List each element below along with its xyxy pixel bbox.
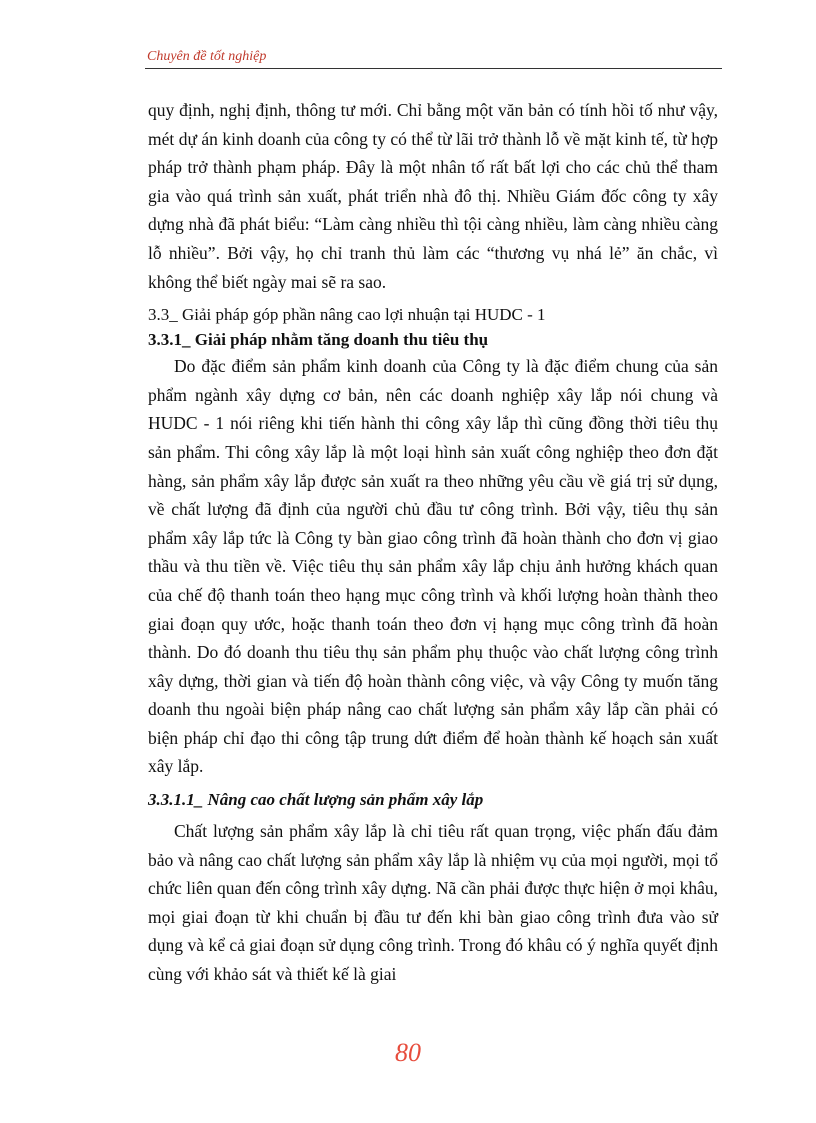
paragraph: quy định, nghị định, thông tư mới. Chỉ bằng một văn bản có tính hồi tố như vậy, mét dự án kinh doanh của công ty có thể từ lãi trở thành lỗ về mặt kinh tế, từ hợp pháp trở thành phạm pháp. Đây là một nhân tố rất bất lợi cho các chủ thể tham gia vào quá trình sản xuất, phát triển nhà đô thị. Nhiều Giám đốc công ty xây dựng nhà đã phát biểu: “Làm càng nhiều thì tội càng nhiều, làm càng nhiều càng lỗ nhiều”. Bởi vậy, họ chỉ tranh thủ làm các “thương vụ nhá lẻ” ăn chắc, vì không thể biết ngày mai sẽ ra sao.	[148, 100, 718, 292]
page-number: 80	[395, 1038, 421, 1067]
header-rule	[145, 68, 722, 69]
paragraph: Do đặc điểm sản phẩm kinh doanh của Công ty là đặc điểm chung của sản phẩm ngành xây dựng cơ bản, nên các doanh nghiệp xây lắp nói chung và HUDC - 1 nói riêng khi tiến hành thi công xây lắp thì cũng đồng thời tiêu thụ sản phẩm. Thi công xây lắp là một loại hình sản xuất công nghiệp theo đơn đặt hàng, sản phẩm xây lắp được sản xuất ra theo những yêu cầu về giá trị sử dụng, về chất lượng đã định của người chủ đầu tư công trình. Bởi vậy, tiêu thụ sản phẩm xây lắp tức là Công ty bàn giao công trình đã hoàn thành cho đơn vị giao thầu và thu tiền về. Việc tiêu thụ sản phẩm xây lắp chịu ảnh hưởng khách quan của chế độ thanh toán theo hạng mục công trình và khối lượng hoàn thành theo giai đoạn quy ước, hoặc thanh toán theo đơn vị hạng mục công trình đã hoàn thành. Do đó doanh thu tiêu thụ sản phẩm phụ thuộc vào chất lượng công trình xây dựng, thời gian và tiến độ hoàn thành công việc, và vậy Công ty muốn tăng doanh thu ngoài biện pháp nâng cao chất lượng sản phẩm xây lắp cần phải có biện pháp chỉ đạo thi công tập trung dứt điểm để hoàn thành kế hoạch sản xuất xây lắp.	[148, 356, 718, 777]
page-body	[148, 96, 718, 989]
section-heading: 3.3_ Giải pháp góp phần nâng cao lợi nhuận tại HUDC - 1	[148, 305, 546, 325]
paragraph: Chất lượng sản phẩm xây lắp là chỉ tiêu rất quan trọng, việc phấn đấu đảm bảo và nâng cao chất lượng sản phẩm xây lắp là nhiệm vụ của mọi người, mọi tổ chức liên quan đến công trình xây dựng. Nã cần phải được thực hiện ở mọi khâu, mọi giai đoạn từ khi chuẩn bị đầu tư đến khi bàn giao công trình đưa vào sử dụng và kể cả giai đoạn sử dụng công trình. Trong đó khâu có ý nghĩa quyết định cùng với khảo sát và thiết kế là giai	[148, 821, 718, 985]
header-title: Chuyên đề tốt nghiệp	[147, 49, 267, 64]
subsection-heading: 3.3.1_ Giải pháp nhằm tăng doanh thu tiêu thụ	[148, 330, 489, 350]
subsubsection-heading: 3.3.1.1_ Nâng cao chất lượng sản phẩm xây lắp	[148, 790, 484, 810]
